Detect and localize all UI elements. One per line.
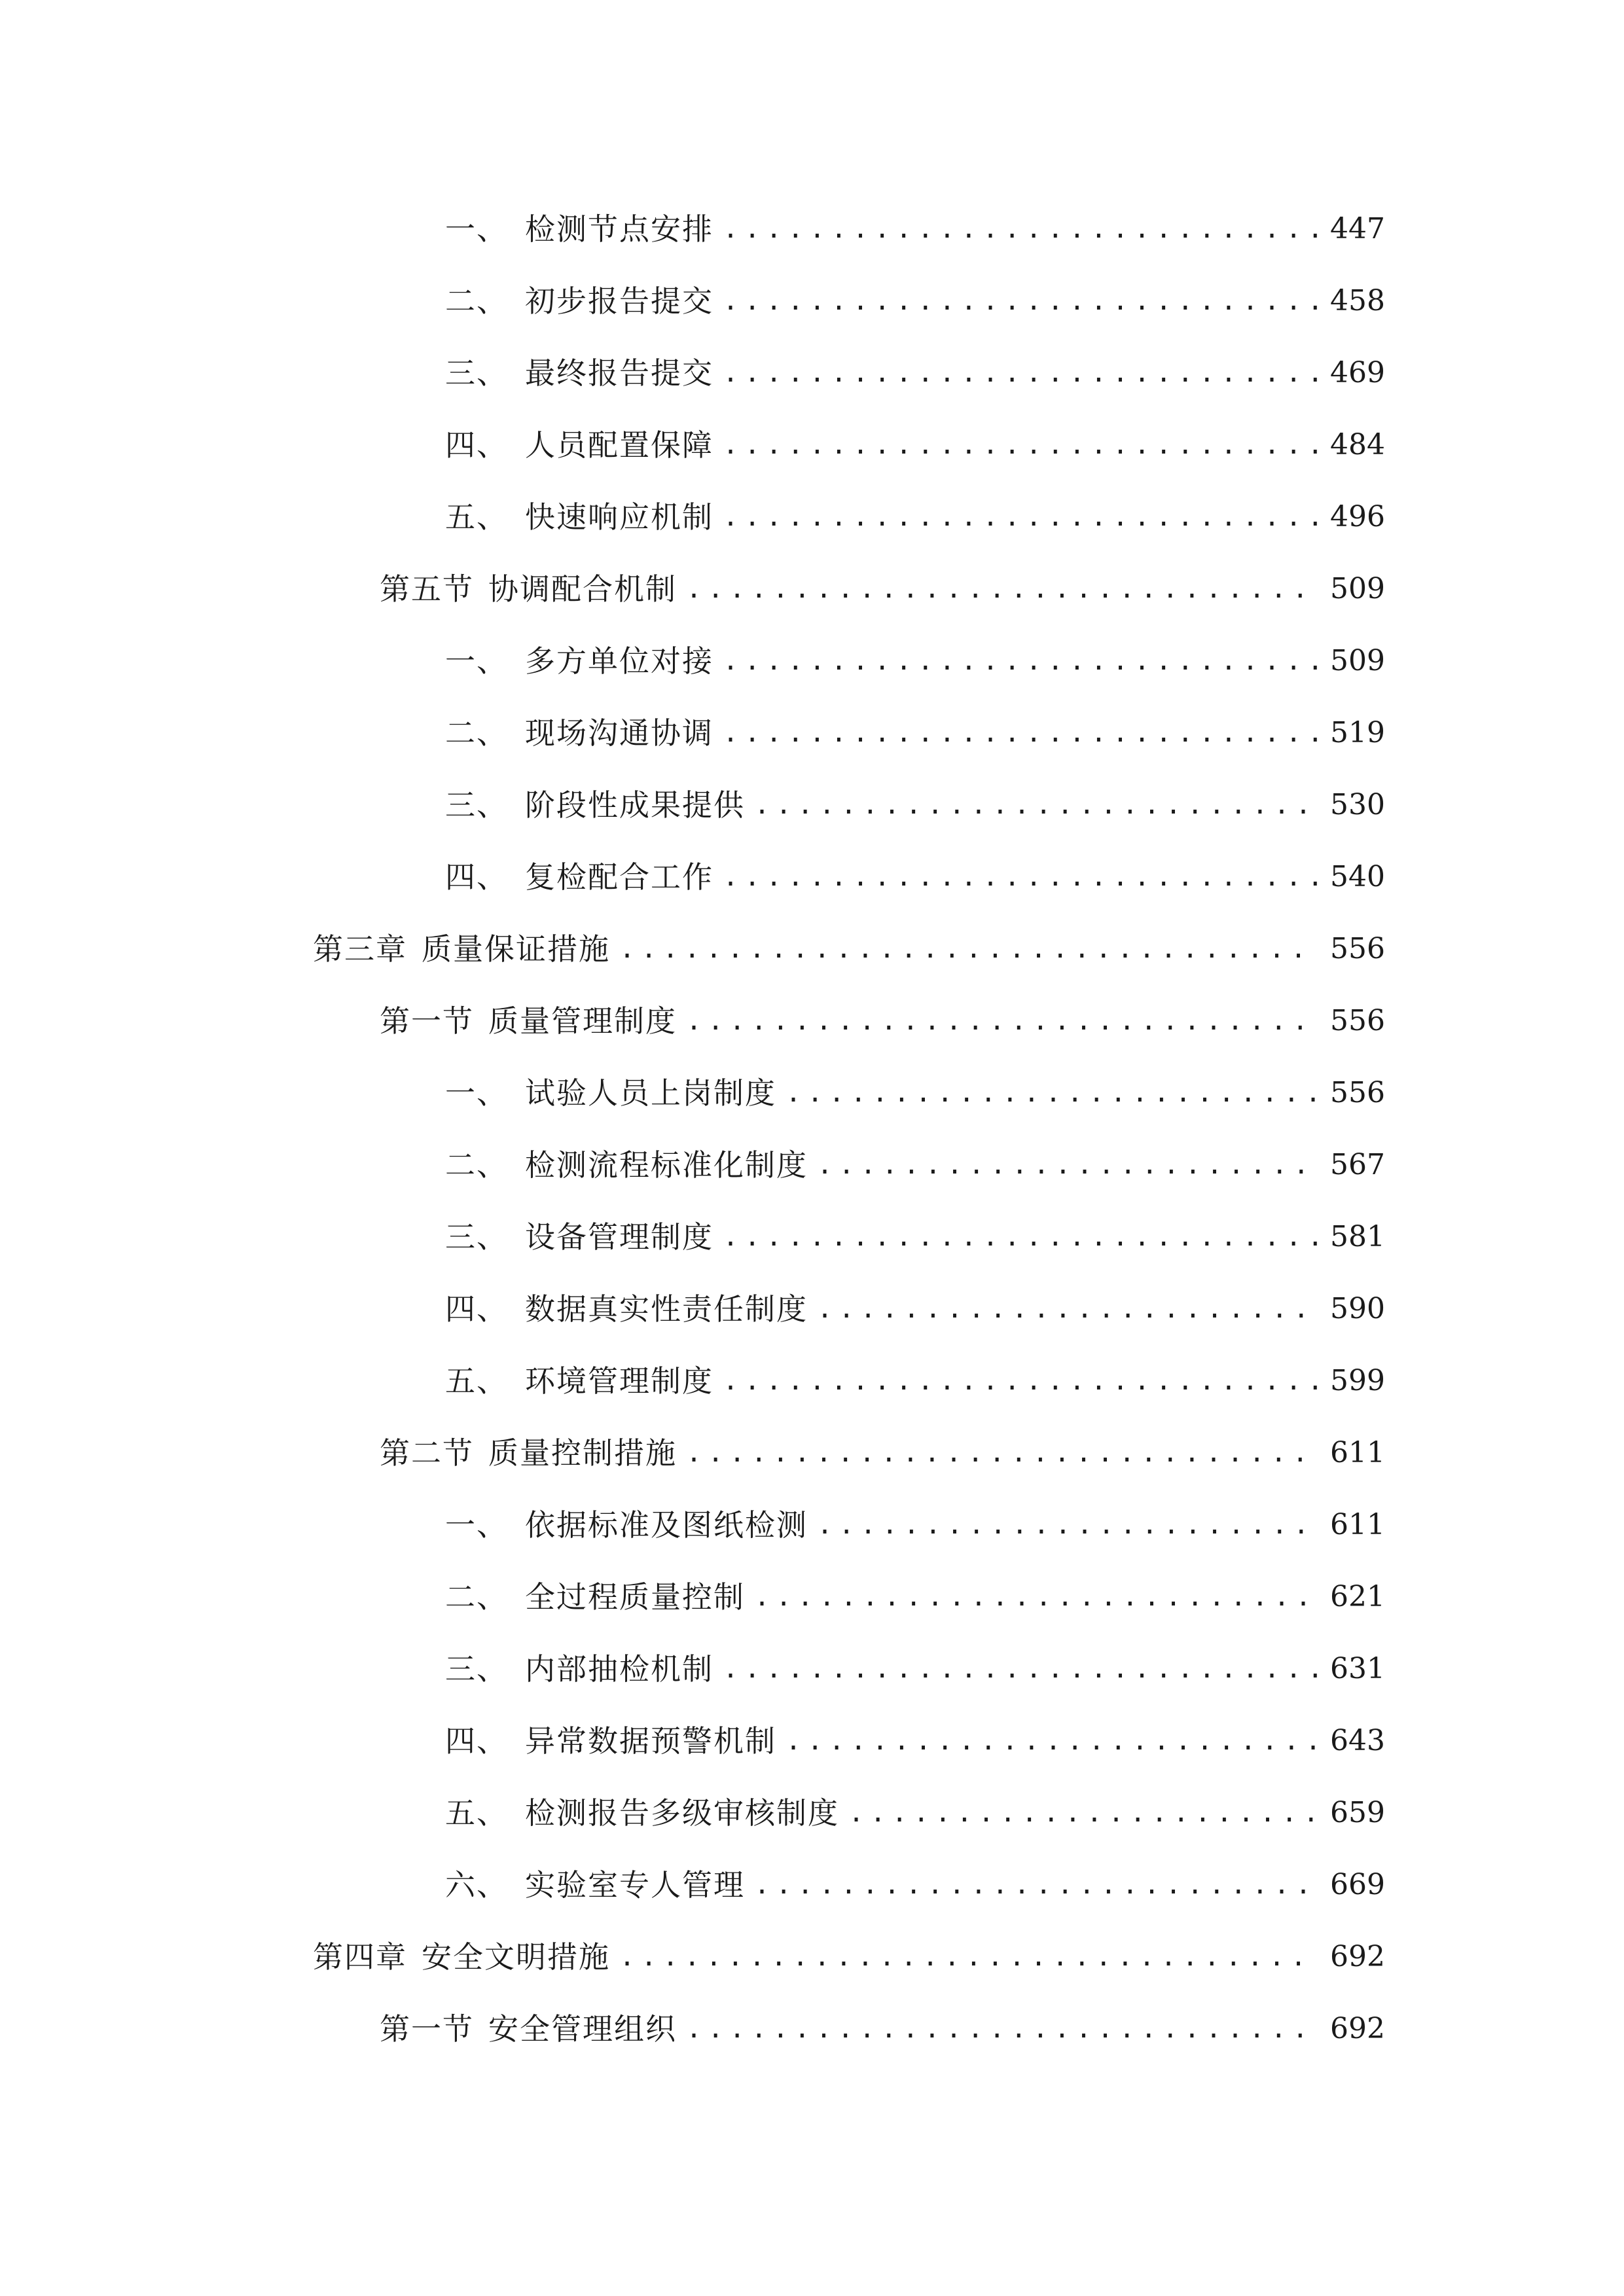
toc-entry-page: 567	[1330, 1148, 1385, 1181]
toc-entry-section[interactable]	[380, 1427, 1385, 1479]
toc-entry-title: 检测流程标准化制度	[525, 1147, 808, 1183]
toc-entry-number: 一、	[445, 1075, 508, 1111]
toc-entry-page: 496	[1330, 500, 1385, 533]
toc-entry[interactable]	[445, 1499, 1385, 1551]
toc-entry-title: 检测报告多级审核制度	[525, 1795, 839, 1831]
toc-entry-page: 631	[1330, 1652, 1385, 1685]
toc-entry-number: 五、	[445, 499, 508, 535]
toc-entry-page: 447	[1330, 212, 1385, 245]
toc-entry[interactable]	[445, 491, 1385, 543]
toc-entry-number: 四、	[445, 427, 508, 463]
toc-entry-title: 质量控制措施	[488, 1435, 677, 1471]
toc-dot-leader	[686, 563, 1318, 615]
toc-entry-page: 458	[1330, 284, 1385, 317]
toc-entry-number: 一、	[445, 643, 508, 679]
toc-entry-page: 556	[1330, 932, 1385, 965]
toc-entry-title: 质量保证措施	[422, 931, 610, 967]
toc-entry-section[interactable]	[380, 995, 1385, 1047]
toc-dot-leader	[723, 851, 1318, 903]
toc-dot-leader	[723, 707, 1318, 759]
toc-entry-number: 三、	[445, 1651, 508, 1687]
toc-dot-leader	[723, 1355, 1318, 1407]
toc-dot-leader	[723, 1211, 1318, 1263]
toc-entry-number: 一、	[445, 1507, 508, 1543]
toc-entry-page: 590	[1330, 1292, 1385, 1325]
toc-entry-number: 五、	[445, 1795, 508, 1831]
toc-entry-page: 540	[1330, 860, 1385, 893]
toc-entry-title: 环境管理制度	[525, 1363, 713, 1399]
toc-entry-number: 二、	[445, 1147, 508, 1183]
toc-entry-title: 最终报告提交	[525, 355, 713, 391]
toc-entry-title: 检测节点安排	[525, 211, 713, 247]
toc-entry-page: 581	[1330, 1220, 1385, 1253]
toc-entry-number: 三、	[445, 787, 508, 823]
toc-dot-leader	[723, 275, 1318, 327]
toc-entry-title: 依据标准及图纸检测	[525, 1507, 808, 1543]
toc-entry-page: 509	[1330, 572, 1385, 605]
toc-entry[interactable]	[445, 1283, 1385, 1335]
toc-dot-leader	[723, 635, 1318, 687]
toc-dot-leader	[817, 1139, 1318, 1191]
toc-dot-leader	[785, 1715, 1318, 1767]
toc-entry-number: 六、	[445, 1867, 508, 1903]
toc-dot-leader	[619, 1931, 1318, 1983]
toc-entry-chapter[interactable]	[313, 923, 1385, 975]
toc-dot-leader	[686, 2003, 1318, 2055]
toc-entry-page: 484	[1330, 428, 1385, 461]
toc-entry[interactable]	[445, 707, 1385, 759]
toc-entry-number: 第二节	[380, 1435, 474, 1471]
toc-entry-page: 611	[1330, 1436, 1385, 1469]
toc-entry-title: 复检配合工作	[525, 859, 713, 895]
toc-dot-leader	[723, 419, 1318, 471]
toc-entry-title: 多方单位对接	[525, 643, 713, 679]
toc-dot-leader	[754, 1571, 1318, 1623]
toc-dot-leader	[817, 1499, 1318, 1551]
toc-entry[interactable]	[445, 1571, 1385, 1623]
toc-entry-number: 二、	[445, 715, 508, 751]
toc-dot-leader	[848, 1787, 1318, 1839]
toc-entry-number: 五、	[445, 1363, 508, 1399]
toc-dot-leader	[723, 347, 1318, 399]
toc-entry-number: 三、	[445, 1219, 508, 1255]
toc-entry-title: 安全文明措施	[422, 1939, 610, 1975]
toc-entry-page: 692	[1330, 2012, 1385, 2045]
toc-entry-number: 二、	[445, 1579, 508, 1615]
toc-entry-title: 设备管理制度	[525, 1219, 713, 1255]
toc-entry[interactable]	[445, 347, 1385, 399]
toc-dot-leader	[686, 995, 1318, 1047]
toc-entry-number: 四、	[445, 1291, 508, 1327]
toc-entry-number: 第一节	[380, 1003, 474, 1039]
toc-entry-page: 611	[1330, 1508, 1385, 1541]
toc-entry[interactable]	[445, 1787, 1385, 1839]
toc-dot-leader	[723, 491, 1318, 543]
toc-entry-page: 556	[1330, 1076, 1385, 1109]
toc-dot-leader	[723, 203, 1318, 255]
toc-entry[interactable]	[445, 1355, 1385, 1407]
toc-entry-number: 四、	[445, 1723, 508, 1759]
toc-entry-page: 692	[1330, 1940, 1385, 1973]
toc-dot-leader	[619, 923, 1318, 975]
toc-dot-leader	[686, 1427, 1318, 1479]
toc-entry[interactable]	[445, 1139, 1385, 1191]
toc-entry-title: 初步报告提交	[525, 283, 713, 319]
toc-entry-page: 643	[1330, 1724, 1385, 1757]
toc-entry[interactable]	[445, 203, 1385, 255]
toc-entry-page: 659	[1330, 1796, 1385, 1829]
toc-entry-chapter[interactable]	[313, 1931, 1385, 1983]
toc-entry-title: 试验人员上岗制度	[525, 1075, 776, 1111]
toc-entry[interactable]	[445, 1211, 1385, 1263]
toc-entry[interactable]	[445, 1715, 1385, 1767]
toc-entry[interactable]	[445, 419, 1385, 471]
toc-entry-title: 质量管理制度	[488, 1003, 677, 1039]
toc-dot-leader	[754, 1859, 1318, 1911]
toc-entry[interactable]	[445, 1859, 1385, 1911]
toc-entry[interactable]	[445, 779, 1385, 831]
toc-entry-title: 快速响应机制	[525, 499, 713, 535]
toc-entry[interactable]	[445, 275, 1385, 327]
toc-entry-title: 现场沟通协调	[525, 715, 713, 751]
toc-dot-leader	[785, 1067, 1318, 1119]
toc-entry-number: 四、	[445, 859, 508, 895]
toc-entry-number: 第一节	[380, 2011, 474, 2047]
toc-entry-page: 556	[1330, 1004, 1385, 1037]
toc-entry-number: 三、	[445, 355, 508, 391]
toc-entry-title: 实验室专人管理	[525, 1867, 745, 1903]
toc-entry-page: 599	[1330, 1364, 1385, 1397]
toc-entry-number: 第四章	[313, 1939, 407, 1975]
toc-entry-page: 530	[1330, 788, 1385, 821]
toc-entry-section[interactable]	[380, 2003, 1385, 2055]
toc-entry[interactable]	[445, 1643, 1385, 1695]
toc-entry-title: 阶段性成果提供	[525, 787, 745, 823]
toc-entry-page: 519	[1330, 716, 1385, 749]
toc-entry-title: 协调配合机制	[488, 571, 677, 607]
toc-entry-page: 621	[1330, 1580, 1385, 1613]
toc-entry-number: 二、	[445, 283, 508, 319]
toc-entry-number: 第三章	[313, 931, 407, 967]
toc-entry-page: 669	[1330, 1868, 1385, 1901]
toc-entry-page: 509	[1330, 644, 1385, 677]
toc-entry-page: 469	[1330, 356, 1385, 389]
toc-dot-leader	[754, 779, 1318, 831]
toc-entry-title: 人员配置保障	[525, 427, 713, 463]
toc-entry-title: 安全管理组织	[488, 2011, 677, 2047]
toc-entry-title: 异常数据预警机制	[525, 1723, 776, 1759]
toc-entry-number: 一、	[445, 211, 508, 247]
toc-entry-title: 内部抽检机制	[525, 1651, 713, 1687]
toc-entry-title: 全过程质量控制	[525, 1579, 745, 1615]
toc-dot-leader	[817, 1283, 1318, 1335]
toc-entry-number: 第五节	[380, 571, 474, 607]
toc-entry-section[interactable]	[380, 563, 1385, 615]
toc-entry[interactable]	[445, 851, 1385, 903]
toc-entry[interactable]	[445, 1067, 1385, 1119]
toc-entry-title: 数据真实性责任制度	[525, 1291, 808, 1327]
toc-dot-leader	[723, 1643, 1318, 1695]
toc-entry[interactable]	[445, 635, 1385, 687]
